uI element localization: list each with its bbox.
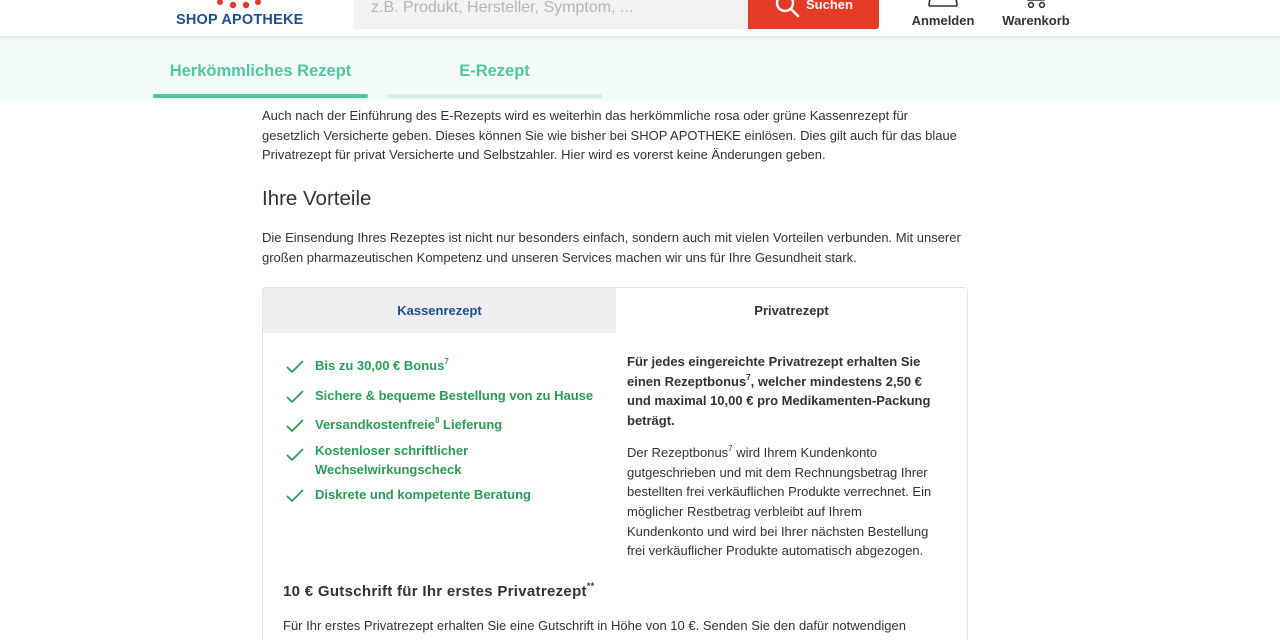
footnote-marker: ** bbox=[586, 581, 595, 591]
benefit-item bbox=[285, 415, 593, 435]
privat-body-line: Der Rezeptbonus$^7$ wird Ihrem Kundenkonto bbox=[627, 443, 878, 460]
privat-lead-line: beträgt. bbox=[627, 413, 675, 429]
privat-body-line: möglicher Restbetrag verbleibt auf Ihrem bbox=[627, 503, 862, 519]
search-button[interactable] bbox=[748, 0, 879, 29]
rezept-info-panel bbox=[262, 287, 968, 640]
check-icon bbox=[285, 488, 305, 504]
privat-lead-line: Für jedes eingereichte Privatrezept erhalten Sie bbox=[627, 354, 921, 369]
search-icon bbox=[774, 0, 800, 18]
check-icon bbox=[285, 359, 305, 375]
login-label: Anmelden bbox=[911, 13, 975, 28]
benefit-text: Sichere & bequeme Bestellung von zu Hause bbox=[315, 387, 594, 403]
gutschrift-heading: 10 € Gutschrift für Ihr erstes Privatrezept** bbox=[283, 581, 595, 600]
logo-cross-dots-icon bbox=[200, 0, 280, 12]
benefit-text: Lieferung bbox=[439, 417, 503, 432]
privat-lead-text bbox=[627, 352, 947, 431]
check-icon bbox=[285, 418, 305, 434]
tab-label: Herkömmliches Rezept bbox=[169, 62, 352, 80]
benefit-item bbox=[285, 485, 593, 505]
benefit-item bbox=[285, 441, 593, 480]
footnote-marker: 7 bbox=[746, 372, 751, 382]
intro-paragraph bbox=[262, 106, 968, 165]
tab-herkoemmliches-rezept[interactable] bbox=[153, 37, 368, 98]
footnote-marker: 7 bbox=[444, 357, 449, 366]
search-input[interactable] bbox=[353, 0, 751, 29]
tab-indicator bbox=[387, 94, 602, 98]
intro-line: Privatrezept für privat Versicherte und Selbstzahler. Hier wird es vorerst keine Änderungen geben. bbox=[262, 147, 826, 163]
privatrezept-info bbox=[627, 352, 947, 561]
vorteile-paragraph bbox=[262, 228, 968, 267]
intro-line: gesetzlich Versicherte geben. Dieses können Sie wie bisher bei SHOP APOTHEKE einlösen. Dies gilt auch für das blaue bbox=[262, 127, 957, 143]
rezept-tab-strip bbox=[0, 37, 1280, 100]
tab-active-indicator bbox=[153, 94, 368, 98]
search-button-label: Suchen bbox=[806, 0, 853, 12]
privat-body-line: Kundenkonto und wird bei Ihrer nächsten Bestellung bbox=[627, 523, 929, 539]
benefit-item bbox=[285, 356, 593, 376]
cart-icon bbox=[1020, 0, 1052, 8]
tab-e-rezept[interactable] bbox=[387, 37, 602, 98]
shop-apotheke-logo[interactable] bbox=[176, 0, 316, 34]
cart-button[interactable] bbox=[1000, 0, 1072, 36]
logo-text: SHOP APOTHEKE bbox=[176, 12, 304, 28]
benefit-text: Bis zu 30,00 € Bonus bbox=[315, 358, 445, 373]
section-heading-vorteile: Ihre Vorteile bbox=[262, 187, 372, 210]
benefit-text: Wechselwirkungscheck bbox=[315, 462, 462, 477]
site-header bbox=[0, 0, 1280, 37]
benefit-text: Kostenloser schriftlicher bbox=[315, 442, 469, 458]
tab-kassenrezept[interactable]: Kassenrezept bbox=[263, 288, 616, 333]
benefit-item bbox=[285, 386, 593, 406]
vorteile-line: großen pharmazeutischen Kompetenz und unseren Services machen wir uns für Ihre Gesundheit stark. bbox=[262, 249, 857, 265]
footnote-marker: 7 bbox=[728, 443, 733, 453]
privat-lead-line: einen Rezeptbonus$^7$, welcher mindestens 2,50 € bbox=[627, 372, 922, 389]
vorteile-line: Die Einsendung Ihres Rezeptes ist nicht nur besonders einfach, sondern auch mit vielen Vorteilen verbunden. Mit unserer bbox=[262, 230, 961, 245]
tab-label: E-Rezept bbox=[459, 62, 530, 80]
user-icon bbox=[927, 0, 959, 8]
check-icon bbox=[285, 447, 305, 463]
cart-label: Warenkorb bbox=[1002, 13, 1070, 28]
benefit-list bbox=[285, 356, 593, 504]
tab-privatrezept[interactable]: Privatrezept bbox=[616, 288, 967, 333]
gutschrift-text: Für Ihr erstes Privatrezept erhalten Sie eine Gutschrift in Höhe von 10 €. Senden Sie den dafür notwendigen bbox=[283, 618, 906, 633]
privat-body-line: bestellten frei verkäuflichen Produkte verrechnet. Ein bbox=[627, 484, 932, 500]
intro-line: Auch nach der Einführung des E-Rezepts wird es weiterhin das herkömmliche rosa oder grüne Kassenrezept für bbox=[262, 108, 909, 123]
privat-body-line: gutgeschrieben und mit dem Rechnungsbetrag Ihrer bbox=[627, 464, 928, 480]
benefit-text: Diskrete und kompetente Beratung bbox=[315, 486, 531, 502]
check-icon bbox=[285, 389, 305, 405]
privat-body-text bbox=[627, 443, 947, 561]
benefit-text: Versandkostenfreie bbox=[315, 417, 435, 432]
privat-lead-line: und maximal 10,00 € pro Medikamenten-Packung bbox=[627, 393, 931, 409]
privat-body-line: frei verkäuflicher Produkte automatisch abgezogen. bbox=[627, 543, 924, 559]
footnote-marker: 8 bbox=[434, 416, 440, 425]
login-button[interactable] bbox=[911, 0, 975, 36]
